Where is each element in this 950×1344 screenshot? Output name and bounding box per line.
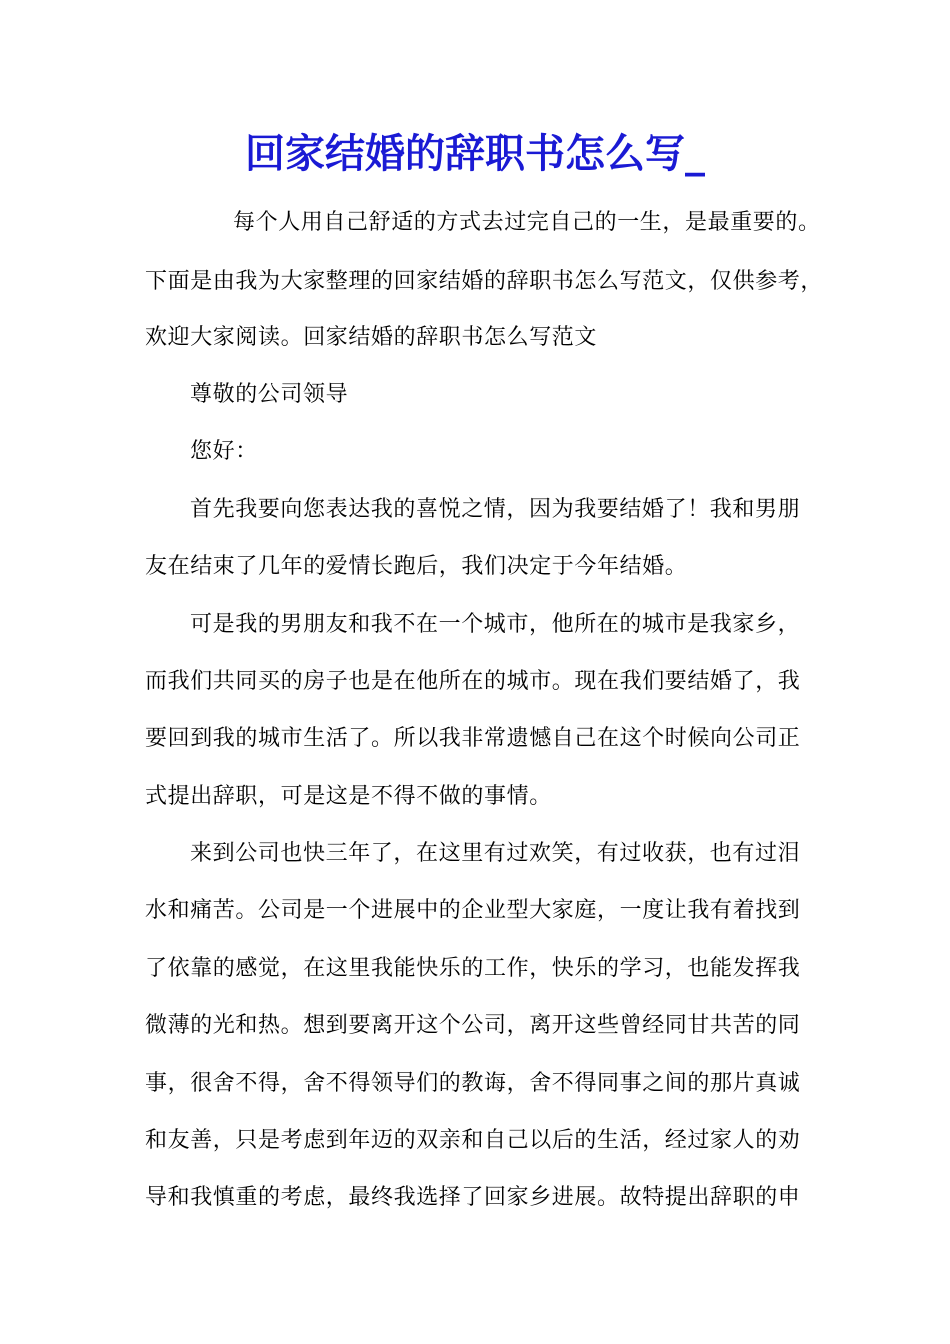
paragraph-line: 首先我要向您表达我的喜悦之情，因为我要结婚了！我和男朋 [190, 497, 801, 522]
paragraph-line: 事，很舍不得，舍不得领导们的教诲，舍不得同事之间的那片真诚 [145, 1071, 801, 1096]
paragraph-line: 微薄的光和热。想到要离开这个公司，离开这些曾经同甘共苦的同 [145, 1013, 801, 1038]
document-title: 回家结婚的辞职书怎么写_ [245, 130, 705, 177]
paragraph-line: 可是我的男朋友和我不在一个城市，他所在的城市是我家乡， [190, 612, 801, 637]
paragraph-line: 了依靠的感觉，在这里我能快乐的工作，快乐的学习，也能发挥我 [145, 956, 801, 981]
paragraph-line: 来到公司也快三年了，在这里有过欢笑，有过收获，也有过泪 [190, 841, 801, 866]
paragraph-line: 下面是由我为大家整理的回家结婚的辞职书怎么写范文，仅供参考， [145, 269, 824, 294]
paragraph-line: 水和痛苦。公司是一个进展中的企业型大家庭，一度让我有着找到 [145, 898, 801, 923]
paragraph-line: 式提出辞职，可是这是不得不做的事情。 [145, 784, 552, 809]
paragraph-line: 而我们共同买的房子也是在他所在的城市。现在我们要结婚了，我 [145, 669, 801, 694]
paragraph-line: 友在结束了几年的爱情长跑后，我们决定于今年结婚。 [145, 554, 688, 579]
paragraph-line: 导和我慎重的考虑，最终我选择了回家乡进展。故特提出辞职的申 [145, 1185, 801, 1210]
paragraph-line: 欢迎大家阅读。回家结婚的辞职书怎么写范文 [145, 325, 598, 350]
paragraph-line: 和友善，只是考虑到年迈的双亲和自己以后的生活，经过家人的劝 [145, 1128, 801, 1153]
paragraph-line: 每个人用自己舒适的方式去过完自己的一生，是最重要的。 [233, 210, 821, 235]
salutation-line: 尊敬的公司领导 [190, 382, 349, 407]
greeting-line: 您好： [190, 439, 258, 464]
paragraph-line: 要回到我的城市生活了。所以我非常遗憾自己在这个时候向公司正 [145, 726, 801, 751]
